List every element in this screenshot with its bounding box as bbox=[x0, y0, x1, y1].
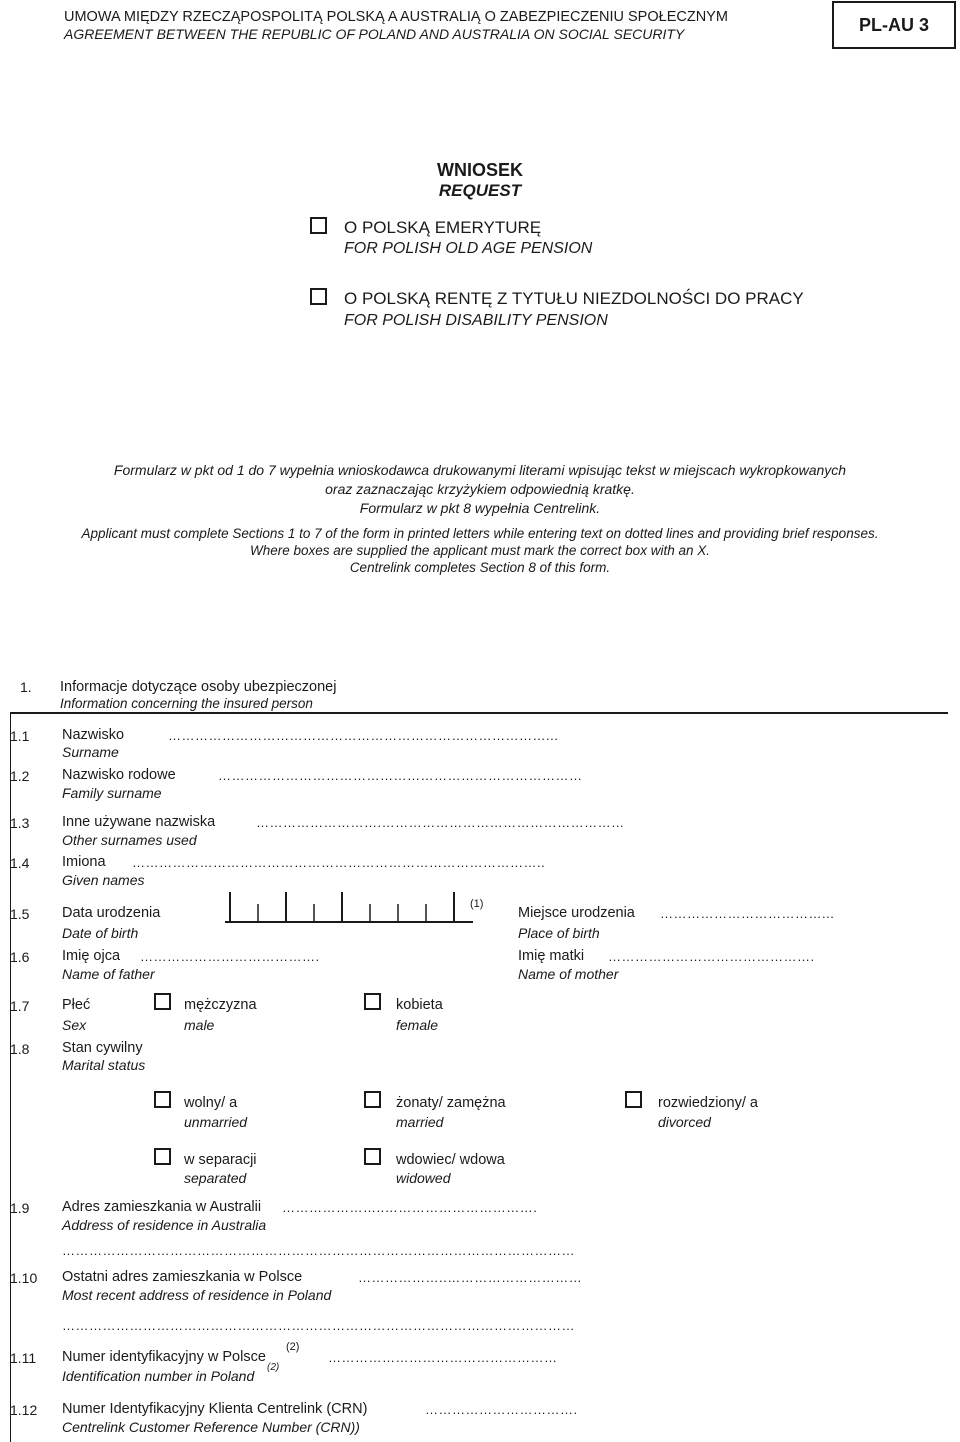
instruction-pl-3: Formularz w pkt 8 wypełnia Centrelink. bbox=[359, 500, 601, 516]
old-age-pension-label-pl: O POLSKĄ EMERYTURĘ bbox=[344, 218, 542, 237]
other-surnames-input[interactable]: ……………………….……………………………………………… bbox=[256, 815, 625, 830]
divorced-label-en: divorced bbox=[658, 1114, 711, 1130]
polish-id-label: Numer identyfikacyjny w Polsce bbox=[62, 1349, 266, 1365]
given-names-label-en: Given names bbox=[62, 872, 145, 888]
crn-input[interactable]: ……………………………. bbox=[425, 1402, 578, 1417]
male-checkbox[interactable] bbox=[154, 993, 171, 1010]
female-checkbox[interactable] bbox=[364, 993, 381, 1010]
married-label: żonaty/ zamężna bbox=[396, 1095, 506, 1111]
other-surnames-label-en: Other surnames used bbox=[62, 832, 197, 848]
given-names-label: Imiona bbox=[62, 854, 106, 870]
field-number: 1.6 bbox=[10, 949, 30, 965]
divorced-checkbox[interactable] bbox=[625, 1091, 642, 1108]
female-label-en: female bbox=[396, 1017, 439, 1033]
father-name-input[interactable]: …………………………………. bbox=[140, 949, 320, 964]
field-number: 1.10 bbox=[10, 1270, 38, 1286]
date-of-birth-label-en: Date of birth bbox=[62, 925, 139, 941]
married-checkbox[interactable] bbox=[364, 1091, 381, 1108]
mother-name-label-en: Name of mother bbox=[518, 966, 619, 982]
surname-input[interactable]: …………………………………………………………………………... bbox=[168, 728, 559, 743]
field-number: 1.12 bbox=[10, 1402, 38, 1418]
polish-id-note-en: (2) bbox=[267, 1362, 280, 1373]
other-surnames-label: Inne używane nazwiska bbox=[62, 814, 216, 830]
australia-address-input[interactable]: …………………..……………………………. bbox=[282, 1200, 538, 1215]
title-pl: WNIOSEK bbox=[436, 160, 523, 180]
agreement-title-pl: UMOWA MIĘDZY RZECZĄPOSPOLITĄ POLSKĄ A AUSTRALIĄ O ZABEZPIECZENIU SPOŁECZNYM bbox=[64, 9, 728, 25]
poland-address-input-line2[interactable]: …………………………………………………………………………………………………… bbox=[62, 1318, 575, 1333]
given-names-input[interactable]: ……………………………………………………………………………….. bbox=[132, 855, 546, 870]
unmarried-label-en: unmarried bbox=[184, 1114, 248, 1130]
male-label: mężczyzna bbox=[184, 997, 257, 1013]
sex-label-en: Sex bbox=[62, 1017, 87, 1033]
family-surname-label-en: Family surname bbox=[62, 785, 162, 801]
disability-pension-label-pl: O POLSKĄ RENTĘ Z TYTUŁU NIEZDOLNOŚCI DO PRACY bbox=[344, 289, 804, 308]
widowed-label: wdowiec/ wdowa bbox=[396, 1152, 505, 1168]
field-number: 1.9 bbox=[10, 1200, 30, 1216]
field-number: 1.3 bbox=[10, 815, 30, 831]
field-number: 1.5 bbox=[10, 906, 30, 922]
married-label-en: married bbox=[396, 1114, 444, 1130]
place-of-birth-input[interactable]: ………………………………... bbox=[660, 906, 835, 921]
australia-address-input-line2[interactable]: …………………………………………………………………………………………………… bbox=[62, 1243, 575, 1258]
australia-address-label-en: Address of residence in Australia bbox=[62, 1217, 267, 1233]
polish-id-note: (2) bbox=[286, 1341, 300, 1353]
instruction-en-1: Applicant must complete Sections 1 to 7 of the form in printed letters while entering text on dotted lines and providing brief responses. bbox=[81, 526, 879, 541]
father-name-label: Imię ojca bbox=[62, 948, 121, 964]
family-surname-label: Nazwisko rodowe bbox=[62, 767, 176, 783]
widowed-label-en: widowed bbox=[396, 1170, 451, 1186]
field-number: 1.11 bbox=[10, 1350, 37, 1366]
father-name-label-en: Name of father bbox=[62, 966, 155, 982]
date-of-birth-input[interactable] bbox=[220, 888, 480, 928]
disability-pension-checkbox[interactable] bbox=[310, 288, 327, 305]
date-of-birth-label: Data urodzenia bbox=[62, 905, 161, 921]
agreement-title-en: AGREEMENT BETWEEN THE REPUBLIC OF POLAND AND AUSTRALIA ON SOCIAL SECURITY bbox=[64, 26, 685, 42]
separated-checkbox[interactable] bbox=[154, 1148, 171, 1165]
title-en: REQUEST bbox=[438, 181, 522, 200]
marital-status-label: Stan cywilny bbox=[62, 1040, 143, 1056]
section-rule bbox=[10, 712, 948, 714]
crn-label: Numer Identyfikacyjny Klienta Centrelink (CRN) bbox=[62, 1401, 368, 1417]
field-number: 1.8 bbox=[10, 1041, 30, 1057]
field-number: 1.1 bbox=[10, 728, 30, 744]
sex-label: Płeć bbox=[62, 997, 91, 1013]
poland-address-label: Ostatni adres zamieszkania w Polsce bbox=[62, 1269, 303, 1285]
family-surname-input[interactable]: ……………………………………………………………………… bbox=[218, 768, 583, 783]
australia-address-label: Adres zamieszkania w Australii bbox=[62, 1199, 262, 1215]
place-of-birth-label: Miejsce urodzenia bbox=[518, 905, 635, 921]
field-number: 1.4 bbox=[10, 855, 30, 871]
female-label: kobieta bbox=[396, 997, 443, 1013]
divorced-label: rozwiedziony/ a bbox=[658, 1095, 758, 1111]
field-number: 1.2 bbox=[10, 768, 30, 784]
instruction-en-3: Centrelink completes Section 8 of this form. bbox=[349, 560, 611, 575]
form-code-box bbox=[832, 1, 956, 49]
old-age-pension-label-en: FOR POLISH OLD AGE PENSION bbox=[344, 240, 593, 257]
separated-label-en: separated bbox=[184, 1170, 247, 1186]
mother-name-input[interactable]: ………………………………………. bbox=[608, 949, 815, 964]
surname-label: Nazwisko bbox=[62, 727, 125, 743]
separated-label: w separacji bbox=[184, 1152, 257, 1168]
poland-address-input[interactable]: ………………..………………………… bbox=[358, 1270, 583, 1285]
mother-name-label: Imię matki bbox=[518, 948, 585, 964]
widowed-checkbox[interactable] bbox=[364, 1148, 381, 1165]
date-of-birth-note: (1) bbox=[470, 898, 484, 910]
field-number: 1.7 bbox=[10, 998, 30, 1014]
male-label-en: male bbox=[184, 1017, 215, 1033]
old-age-pension-checkbox[interactable] bbox=[310, 217, 327, 234]
poland-address-label-en: Most recent address of residence in Poland bbox=[62, 1287, 332, 1303]
disability-pension-label-en: FOR POLISH DISABILITY PENSION bbox=[344, 312, 608, 329]
crn-label-en: Centrelink Customer Reference Number (CRN)) bbox=[62, 1419, 360, 1435]
section-title-en: Information concerning the insured person bbox=[60, 696, 313, 711]
form-code: PL-AU 3 bbox=[858, 14, 929, 35]
instruction-en-2: Where boxes are supplied the applicant must mark the correct box with an X. bbox=[250, 543, 710, 558]
instruction-pl-2: oraz zaznaczając krzyżykiem odpowiednią kratkę. bbox=[325, 481, 635, 497]
polish-id-input[interactable]: …………………………………………… bbox=[328, 1350, 558, 1365]
section-number: 1. bbox=[20, 679, 32, 695]
unmarried-checkbox[interactable] bbox=[154, 1091, 171, 1108]
section-title-pl: Informacje dotyczące osoby ubezpieczonej bbox=[60, 679, 337, 695]
place-of-birth-label-en: Place of birth bbox=[518, 925, 600, 941]
polish-id-label-en: Identification number in Poland bbox=[62, 1368, 255, 1384]
marital-status-label-en: Marital status bbox=[62, 1057, 146, 1073]
unmarried-label: wolny/ a bbox=[184, 1095, 238, 1111]
surname-label-en: Surname bbox=[62, 744, 119, 760]
instruction-pl-1: Formularz w pkt od 1 do 7 wypełnia wnioskodawca drukowanymi literami wpisując tekst w miejscach wykropkowanych bbox=[113, 462, 847, 478]
